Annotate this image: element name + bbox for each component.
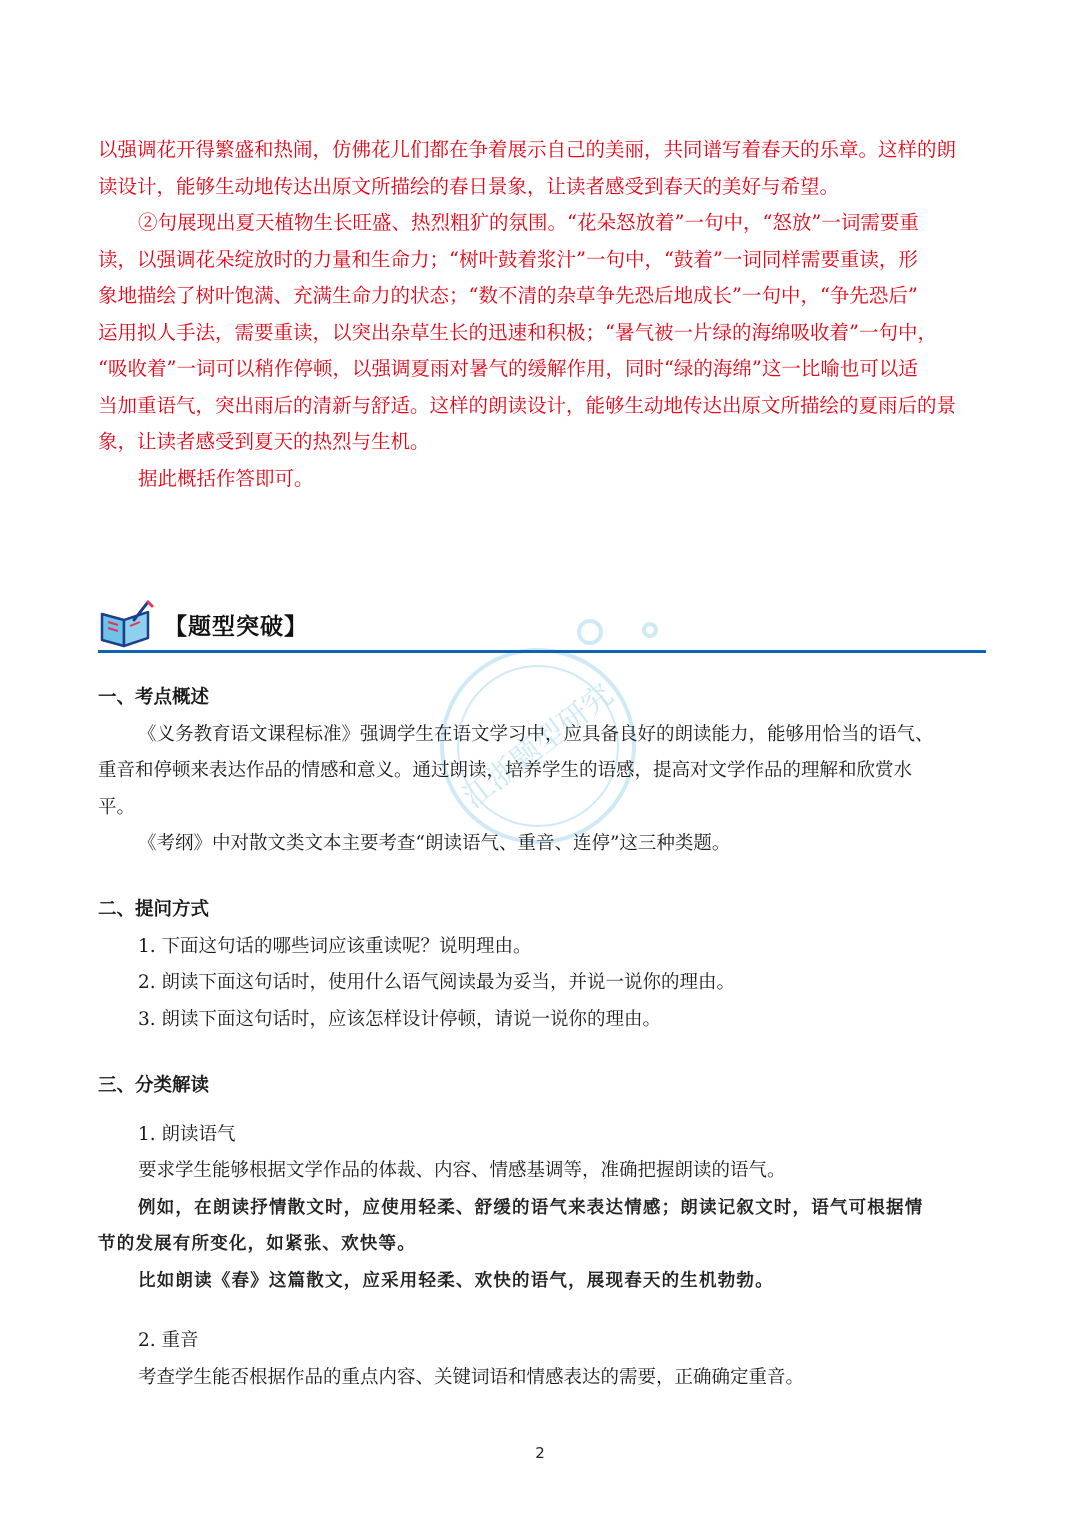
answer-explanation xyxy=(98,132,978,497)
subsection-title: 1. 朗读语气 xyxy=(138,1123,236,1145)
answer-line: 当加重语气，突出雨后的清新与舒适。这样的朗读设计，能够生动地传达出原文所描绘的夏雨后的景 xyxy=(98,393,957,417)
body-line: 要求学生能够根据文学作品的体裁、内容、情感基调等，准确把握朗读的语气。 xyxy=(138,1160,786,1181)
header-divider xyxy=(98,650,986,653)
answer-line: 据此概括作答即可。 xyxy=(138,466,314,490)
page-number: 2 xyxy=(535,1444,545,1462)
example-line: 比如朗读《春》这篇散文，应采用轻柔、欢快的语气，展现春天的生机勃勃。 xyxy=(138,1270,774,1291)
section-heading: 三、分类解读 xyxy=(98,1075,210,1096)
section-overview xyxy=(98,680,984,863)
answer-line: 读设计，能够生动地传达出原文所描绘的春日景象，让读者感受到春天的美好与希望。 xyxy=(98,174,840,198)
list-item: 3. 朗读下面这句话时，应该怎样设计停顿，请说一说你的理由。 xyxy=(138,1008,662,1030)
section-heading: 一、考点概述 xyxy=(98,687,210,708)
answer-line: 读，以强调花朵绽放时的力量和生命力；“树叶鼓着浆汁”一句中，“鼓着”一词同样需要重读，形 xyxy=(98,247,918,271)
example-line: 节的发展有所变化，如紧张、欢快等。 xyxy=(98,1234,416,1254)
book-pencil-icon xyxy=(98,598,154,650)
list-item: 1. 下面这句话的哪些词应该重读呢？说明理由。 xyxy=(138,935,532,957)
answer-line: 象地描绘了树叶饱满、充满生命力的状态；“数不清的杂草争先恐后地成长”一句中，“争先恐后” xyxy=(98,284,918,307)
section-classification xyxy=(98,1068,984,1396)
section-heading: 二、提问方式 xyxy=(98,899,210,920)
section-header xyxy=(98,596,986,656)
list-item: 2. 朗读下面这句话时，使用什么语气阅读最为妥当，并说一说你的理由。 xyxy=(138,972,736,993)
body-line: 考查学生能否根据作品的重点内容、关键词语和情感表达的需要，正确确定重音。 xyxy=(138,1366,805,1388)
body-line: 《义务教育语文课程标准》强调学生在语文学习中，应具备良好的朗读能力，能够用恰当的语气、 xyxy=(138,723,934,745)
answer-line: ②句展现出夏天植物生长旺盛、热烈粗犷的氛围。“花朵怒放着”一句中，“怒放”一词需要重 xyxy=(138,211,919,234)
answer-line: “吸收着”一词可以稍作停顿，以强调夏雨对暑气的缓解作用，同时“绿的海绵”这一比喻也可以适 xyxy=(98,357,918,380)
body-line: 《考纲》中对散文类文本主要考查“朗读语气、重音、连停”这三种类题。 xyxy=(138,833,731,854)
watermark-text: 江浙题型研究 xyxy=(456,677,621,816)
body-line: 平。 xyxy=(98,796,136,818)
section-title: 【题型突破】 xyxy=(164,614,308,640)
example-line: 例如，在朗读抒情散文时，应使用轻柔、舒缓的语气来表达情感；朗读记叙文时，语气可根据情 xyxy=(138,1197,924,1218)
subsection-title: 2. 重音 xyxy=(138,1330,199,1351)
answer-line: 以强调花开得繁盛和热闹，仿佛花儿们都在争着展示自己的美丽，共同谱写着春天的乐章。这样的朗 xyxy=(98,138,957,161)
section-question-types xyxy=(98,892,984,1038)
body-line: 重音和停顿来表达作品的情感和意义。通过朗读，培养学生的语感，提高对文学作品的理解和欣赏水 xyxy=(98,760,913,781)
answer-line: 运用拟人手法，需要重读，以突出杂草生长的迅速和积极；“暑气被一片绿的海绵吸收着”一句中， xyxy=(98,320,937,344)
answer-line: 象，让读者感受到夏天的热烈与生机。 xyxy=(98,430,430,453)
